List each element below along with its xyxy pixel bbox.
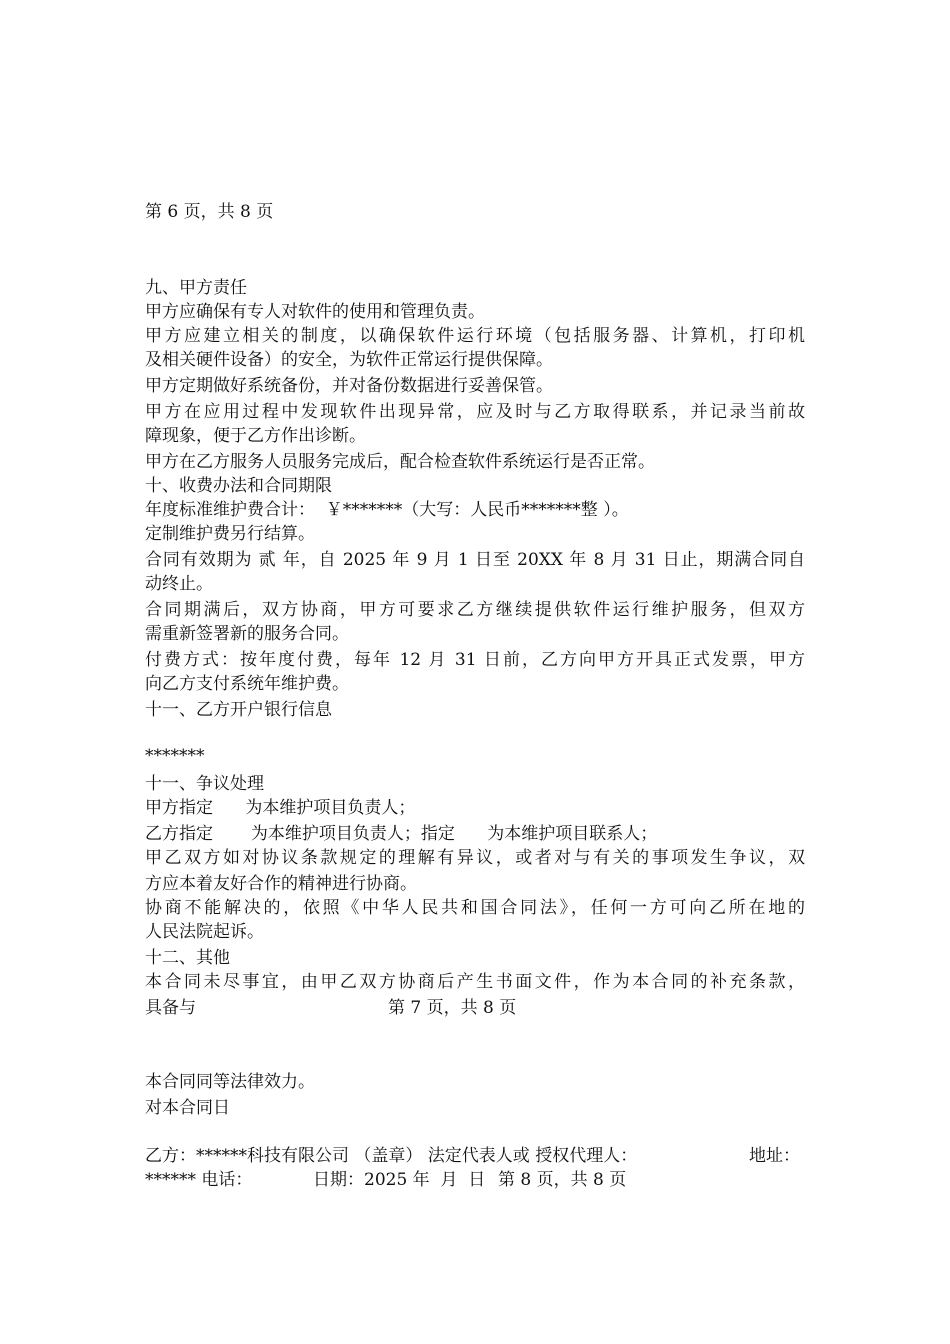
section-9-line: 甲方定期做好系统备份，并对备份数据进行妥善保管。 <box>145 376 553 396</box>
section-10-line: 合同期满后，双方协商，甲方可要求乙方继续提供软件运行维护服务，但双方 <box>145 600 805 620</box>
page-footer-7: 第 7 页，共 8 页 <box>388 998 517 1018</box>
section-11b-heading: 十一、争议处理 <box>145 774 264 794</box>
closing-line: 对本合同日 <box>145 1098 230 1118</box>
section-11b-line: 方应本着友好合作的精神进行协商。 <box>145 874 417 894</box>
section-10-line: 向乙方支付系统年维护费。 <box>145 674 349 694</box>
section-9-line: 甲方在乙方服务人员服务完成后，配合检查软件系统运行是否正常。 <box>145 452 655 472</box>
section-9-line: 甲方应建立相关的制度，以确保软件运行环境（包括服务器、计算机，打印机 <box>145 326 805 346</box>
section-12-line: 具备与 <box>145 998 196 1018</box>
section-9-line: 障现象，便于乙方作出诊断。 <box>145 426 366 446</box>
section-11b-line: 甲乙双方如对协议条款规定的理解有异议，或者对与有关的事项发生争议，双 <box>145 848 805 868</box>
bank-info-value: ******* <box>145 746 205 766</box>
section-10-line: 需重新签署新的服务合同。 <box>145 624 349 644</box>
section-11b-line: 甲方指定 为本维护项目负责人； <box>145 798 416 818</box>
section-12-heading: 十二、其他 <box>145 948 230 968</box>
signature-phone: ****** 电话： <box>145 1170 253 1190</box>
section-9-heading: 九、甲方责任 <box>145 278 247 298</box>
section-10-line: 付费方式：按年度付费，每年 12 月 31 日前，乙方向甲方开具正式发票，甲方 <box>145 650 805 670</box>
section-9-line: 及相关硬件设备）的安全，为软件正常运行提供保障。 <box>145 350 553 370</box>
signature-address-label: 地址： <box>749 1146 800 1166</box>
section-11b-line: 协商不能解决的，依照《中华人民共和国合同法》，任何一方可向乙所在地的 <box>145 898 805 918</box>
section-11b-line: 乙方指定 为本维护项目负责人；指定 为本维护项目联系人； <box>145 824 658 844</box>
section-10-line: 定制维护费另行结算。 <box>145 524 315 544</box>
section-10-line: 合同有效期为 贰 年，自 2025 年 9 月 1 日至 20XX 年 8 月 31 日止，期满合同自 <box>145 550 805 570</box>
page-footer-6: 第 6 页，共 8 页 <box>145 202 274 222</box>
section-9-line: 甲方应确保有专人对软件的使用和管理负责。 <box>145 302 485 322</box>
page-footer-8: 第 8 页，共 8 页 <box>498 1170 627 1190</box>
signature-party-b: 乙方：******科技有限公司 （盖章） 法定代表人或 授权代理人： <box>145 1146 638 1166</box>
section-9-line: 甲方在应用过程中发现软件出现异常，应及时与乙方取得联系，并记录当前故 <box>145 402 805 422</box>
section-12-line: 本合同未尽事宜，由甲乙双方协商后产生书面文件，作为本合同的补充条款， <box>145 972 805 992</box>
signature-date: 日期：2025 年 月 日 <box>313 1170 486 1190</box>
section-11b-line: 人民法院起诉。 <box>145 922 264 942</box>
closing-line: 本合同同等法律效力。 <box>145 1072 315 1092</box>
section-11a-heading: 十一、乙方开户银行信息 <box>145 700 332 720</box>
section-10-line: 动终止。 <box>145 574 213 594</box>
section-10-heading: 十、收费办法和合同期限 <box>145 476 332 496</box>
section-10-line: 年度标准维护费合计： ￥*******（大写：人民币*******整 ）。 <box>145 500 629 520</box>
